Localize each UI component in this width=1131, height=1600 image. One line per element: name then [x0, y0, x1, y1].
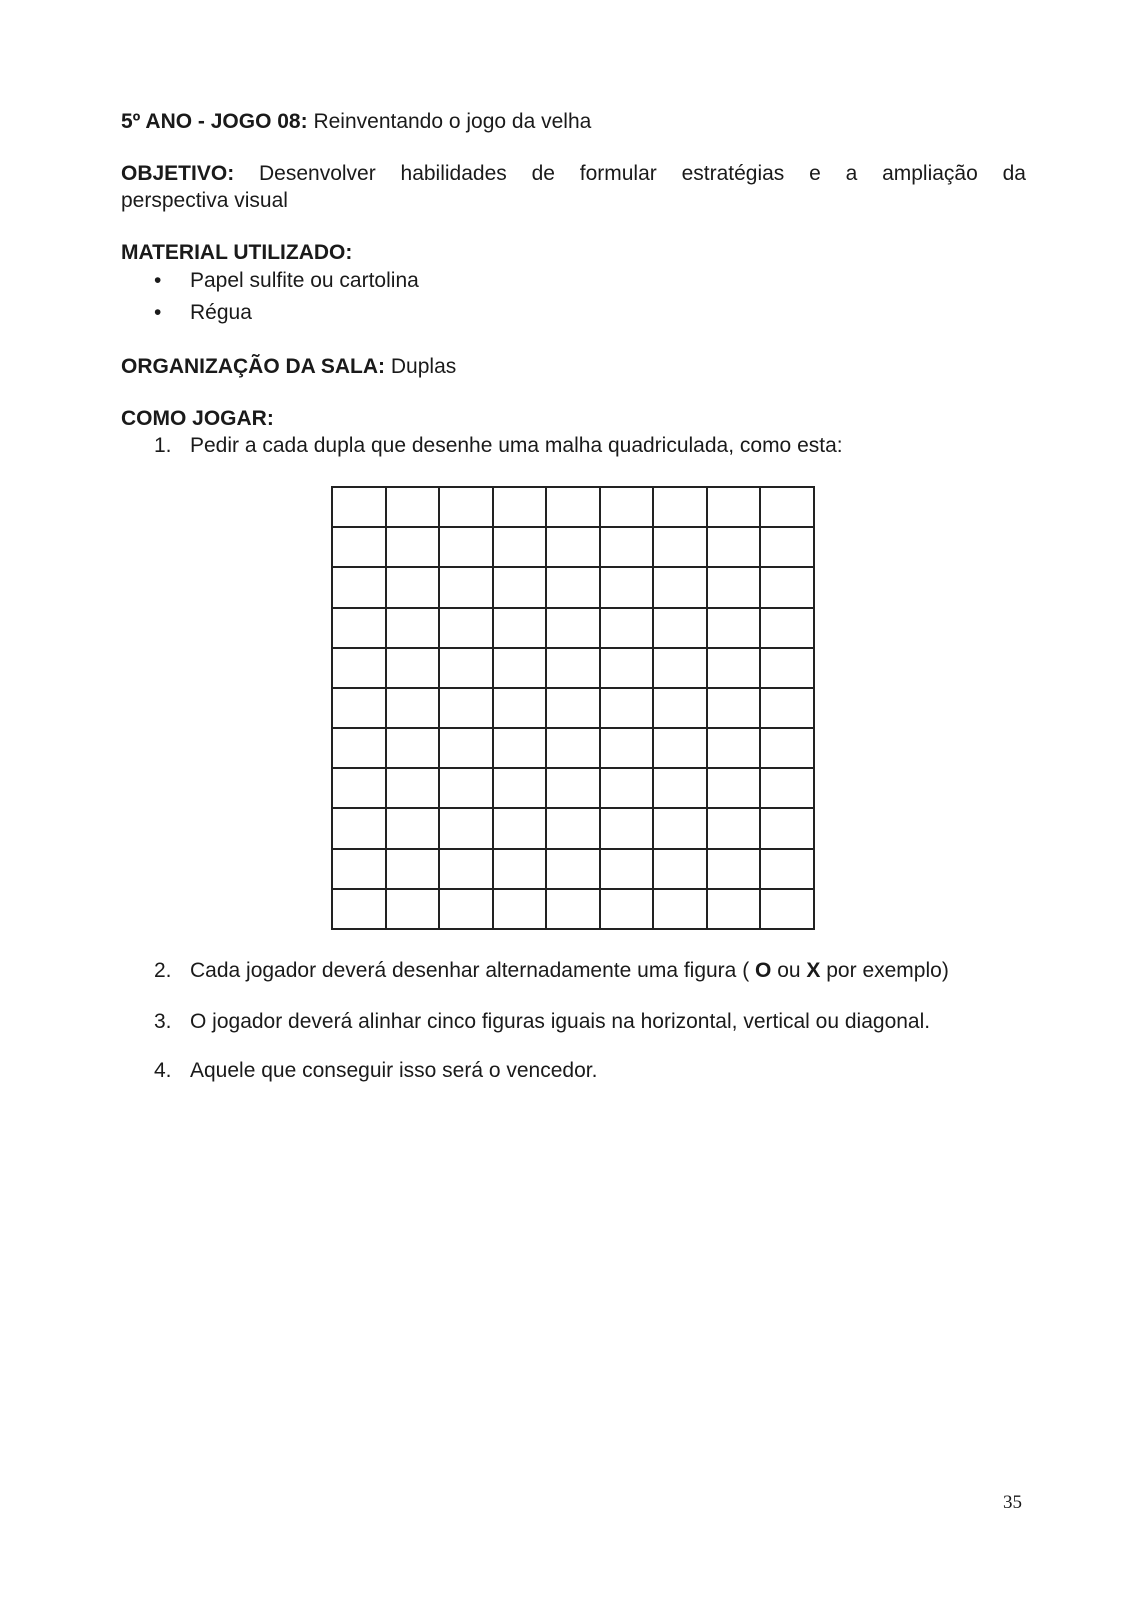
grid-cell — [600, 648, 654, 688]
grid-cell — [760, 648, 814, 688]
grid-cell — [332, 487, 386, 527]
grid-cell — [653, 849, 707, 889]
grid-cell — [493, 688, 547, 728]
grid-cell — [653, 728, 707, 768]
grid-cell — [386, 487, 440, 527]
grid-cell — [332, 728, 386, 768]
grid-cell — [707, 808, 761, 848]
objective-word: de — [531, 162, 555, 185]
grid-cell — [332, 808, 386, 848]
grid-cell — [707, 728, 761, 768]
grid-cell — [760, 768, 814, 808]
grid-cell — [653, 768, 707, 808]
step-number: 4. — [154, 1059, 172, 1082]
grid-cell — [439, 527, 493, 567]
organization-line — [121, 353, 456, 380]
bullet-icon: • — [154, 269, 162, 292]
grid-cell — [760, 487, 814, 527]
grid-cell — [493, 728, 547, 768]
grid-cell — [332, 688, 386, 728]
step-text: Pedir a cada dupla que desenhe uma malha quadriculada, como esta: — [190, 434, 843, 457]
grid-cell — [493, 648, 547, 688]
grid-cell — [546, 808, 600, 848]
grid-cell — [439, 889, 493, 929]
game-title-text: Reinventando o jogo da velha — [307, 110, 592, 133]
grid-cell — [600, 487, 654, 527]
grid-cell — [653, 889, 707, 929]
grid-cell — [653, 688, 707, 728]
grid-cell — [760, 808, 814, 848]
grid-cell — [493, 768, 547, 808]
grid-cell — [653, 648, 707, 688]
grid-cell — [386, 608, 440, 648]
grid-cell — [493, 889, 547, 929]
grid-cell — [600, 527, 654, 567]
step-text-x-symbol: X — [806, 959, 821, 982]
grid-cell — [653, 567, 707, 607]
objective-word: e — [809, 162, 821, 185]
grid-cell — [386, 808, 440, 848]
objective-word: da — [1002, 162, 1026, 185]
step-number: 1. — [154, 434, 172, 457]
grid-cell — [386, 648, 440, 688]
grid-cell — [493, 527, 547, 567]
grid-row — [332, 808, 814, 848]
grid-cell — [439, 728, 493, 768]
grid-cell — [332, 527, 386, 567]
objective-word: formular — [579, 162, 657, 185]
step-text-part: Cada jogador deverá desenhar alternadamente uma figura ( — [190, 959, 756, 982]
objective-word: a — [845, 162, 858, 185]
grid-cell — [332, 567, 386, 607]
grid-cell — [493, 808, 547, 848]
step-text: O jogador deverá alinhar cinco figuras iguais na horizontal, vertical ou diagonal. — [190, 1010, 931, 1033]
grid-cell — [439, 768, 493, 808]
material-item-text: Papel sulfite ou cartolina — [190, 269, 419, 292]
grid-cell — [760, 688, 814, 728]
organization-label: ORGANIZAÇÃO DA SALA: — [121, 355, 386, 378]
grid-row — [332, 608, 814, 648]
game-title-label: 5º ANO - JOGO 08: — [121, 110, 308, 133]
grid-cell — [546, 648, 600, 688]
grid-cell — [760, 567, 814, 607]
grid-cell — [707, 768, 761, 808]
grid-cell — [707, 648, 761, 688]
grid-cell — [546, 849, 600, 889]
grid-cell — [707, 527, 761, 567]
bullet-icon: • — [154, 301, 162, 324]
grid-cell — [600, 808, 654, 848]
grid-cell — [546, 768, 600, 808]
grid-cell — [653, 608, 707, 648]
grid-cell — [439, 849, 493, 889]
material-heading: MATERIAL UTILIZADO: — [121, 241, 353, 264]
grid-cell — [760, 608, 814, 648]
grid-cell — [546, 567, 600, 607]
grid-row — [332, 849, 814, 889]
grid-cell — [493, 567, 547, 607]
grid-cell — [493, 487, 547, 527]
grid-row — [332, 728, 814, 768]
objective-word: estratégias — [681, 162, 785, 185]
step-text-part: por exemplo) — [820, 959, 949, 982]
grid-row — [332, 567, 814, 607]
grid-cell — [332, 849, 386, 889]
grid-cell — [707, 608, 761, 648]
grid-row — [332, 889, 814, 929]
step-text-o-symbol: O — [755, 959, 772, 982]
grid-cell — [386, 527, 440, 567]
grid-cell — [439, 688, 493, 728]
grid-cell — [332, 889, 386, 929]
grid-cell — [760, 527, 814, 567]
grid-cell — [386, 889, 440, 929]
grid-cell — [600, 889, 654, 929]
grid-row — [332, 648, 814, 688]
grid-cell — [546, 608, 600, 648]
grid-cell — [332, 768, 386, 808]
objective-label: OBJETIVO: — [121, 162, 235, 185]
grid-cell — [707, 487, 761, 527]
grid-cell — [707, 567, 761, 607]
step-text — [190, 957, 949, 984]
grid-row — [332, 527, 814, 567]
objective-word: ampliação — [882, 162, 978, 185]
grid-row — [332, 487, 814, 527]
step-text: Aquele que conseguir isso será o vencedor. — [190, 1059, 598, 1082]
grid-cell — [332, 648, 386, 688]
how-to-play-heading: COMO JOGAR: — [121, 407, 274, 430]
grid-cell — [546, 487, 600, 527]
page-number: 35 — [1003, 1492, 1022, 1513]
objective-word: Desenvolver — [258, 162, 376, 185]
grid-cell — [386, 728, 440, 768]
grid-cell — [600, 608, 654, 648]
grid-cell — [760, 889, 814, 929]
grid-cell — [386, 688, 440, 728]
organization-text: Duplas — [385, 355, 457, 378]
grid-cell — [386, 849, 440, 889]
grid-cell — [653, 527, 707, 567]
objective-line-1 — [121, 160, 1026, 187]
grid-cell — [653, 808, 707, 848]
grid-cell — [386, 567, 440, 607]
grid-cell — [546, 889, 600, 929]
step-number: 3. — [154, 1010, 172, 1033]
grid-cell — [493, 849, 547, 889]
grid-cell — [332, 608, 386, 648]
game-title — [121, 108, 591, 135]
grid-cell — [600, 688, 654, 728]
step-text-part: ou — [771, 959, 807, 982]
objective-line-2: perspectiva visual — [121, 189, 288, 212]
grid-cell — [760, 728, 814, 768]
grid-cell — [760, 849, 814, 889]
grid-cell — [600, 768, 654, 808]
grid-cell — [546, 688, 600, 728]
grid-cell — [493, 608, 547, 648]
objective-word: habilidades — [400, 162, 507, 185]
grid-cell — [439, 608, 493, 648]
grid-cell — [707, 688, 761, 728]
grid-cell — [439, 487, 493, 527]
grid-cell — [653, 487, 707, 527]
grid-cell — [546, 527, 600, 567]
square-grid — [331, 486, 815, 930]
grid-cell — [386, 768, 440, 808]
grid-cell — [707, 889, 761, 929]
grid-cell — [439, 567, 493, 607]
grid-cell — [439, 808, 493, 848]
grid-row — [332, 768, 814, 808]
grid-cell — [600, 849, 654, 889]
grid-cell — [546, 728, 600, 768]
grid-cell — [600, 728, 654, 768]
grid-cell — [707, 849, 761, 889]
grid-cell — [439, 648, 493, 688]
grid-row — [332, 688, 814, 728]
step-number: 2. — [154, 959, 172, 982]
grid-cell — [600, 567, 654, 607]
material-item-text: Régua — [190, 301, 252, 324]
